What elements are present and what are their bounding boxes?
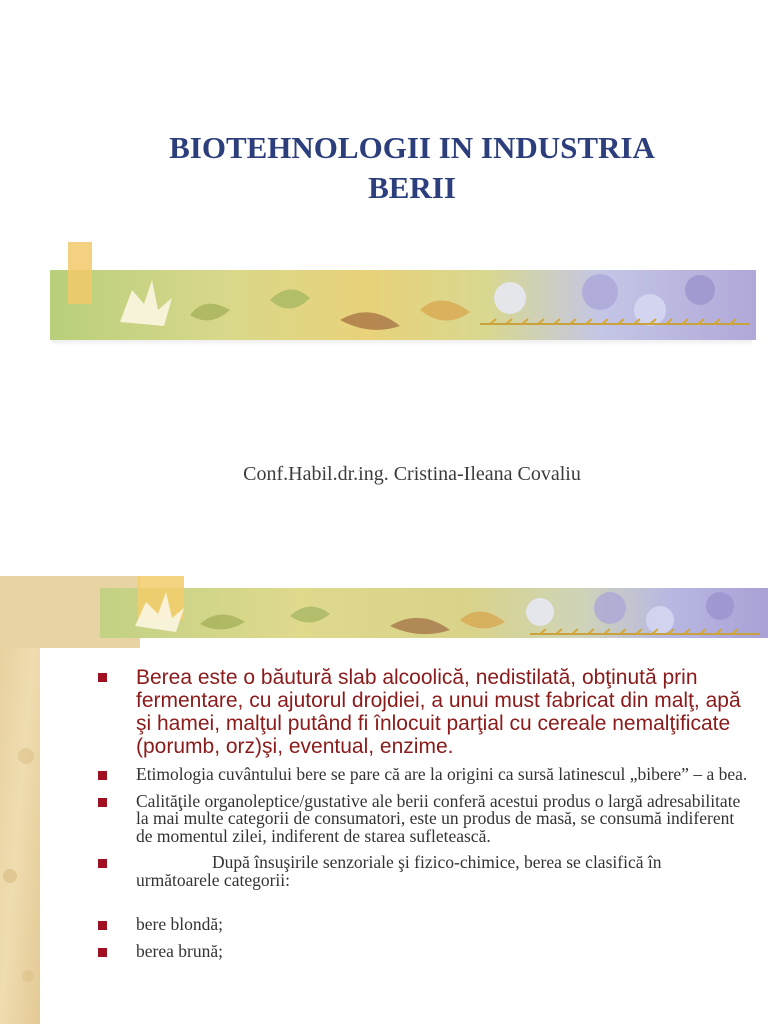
leaf-flower-banner-icon: [40, 240, 760, 350]
slide-title: [0, 128, 768, 208]
title-line-1: BIOTEHNOLOGII IN INDUSTRIA: [169, 130, 655, 165]
list-item-text: Berea este o băutură slab alcoolică, nedistilată, obţinută prin fermentare, cu ajutorul drojdiei, a unui must fabricat din malţ, apă şi hamei, malţul putând fi înlocuit parţial cu cereale nemalţificate (porumb, orz)şi, eventual, enzime.: [136, 666, 741, 758]
list-item-text: bere blondă;: [136, 914, 223, 934]
content-slide: [0, 576, 768, 1024]
leaf-flower-banner-icon: [0, 576, 768, 648]
list-item: [98, 766, 748, 784]
list-item: [98, 940, 748, 961]
square-bullet-icon: [98, 948, 107, 957]
list-item: [98, 790, 748, 846]
author-subtitle: Conf.Habil.dr.ing. Cristina-Ileana Covaliu: [243, 463, 581, 485]
square-bullet-icon: [98, 921, 107, 930]
list-item-text: După însuşirile senzoriale şi fizico-chimice, berea se clasifică în următoarele categorii:: [136, 852, 662, 890]
list-item: [98, 854, 748, 889]
list-item-text: Calităţile organoleptice/gustative ale berii conferă acestui produs o largă adresabilitate la mai multe categorii de consumatori, este un produs de masă, se consumă indiferent de momentul zilei, indiferent de starea sufletească.: [136, 790, 741, 846]
list-item-text: berea brună;: [136, 940, 223, 961]
list-item-text: Etimologia cuvântului bere se pare că are la origini ca sursă latinescul „bibere” – a bea.: [136, 764, 748, 784]
list-item: [98, 666, 748, 758]
square-bullet-icon: [98, 771, 107, 780]
list-item: [98, 916, 748, 934]
title-line-2: BERII: [368, 170, 456, 205]
square-bullet-icon: [98, 859, 107, 868]
square-bullet-icon: [98, 673, 107, 682]
bullet-list: [98, 666, 748, 969]
square-bullet-icon: [98, 798, 107, 807]
